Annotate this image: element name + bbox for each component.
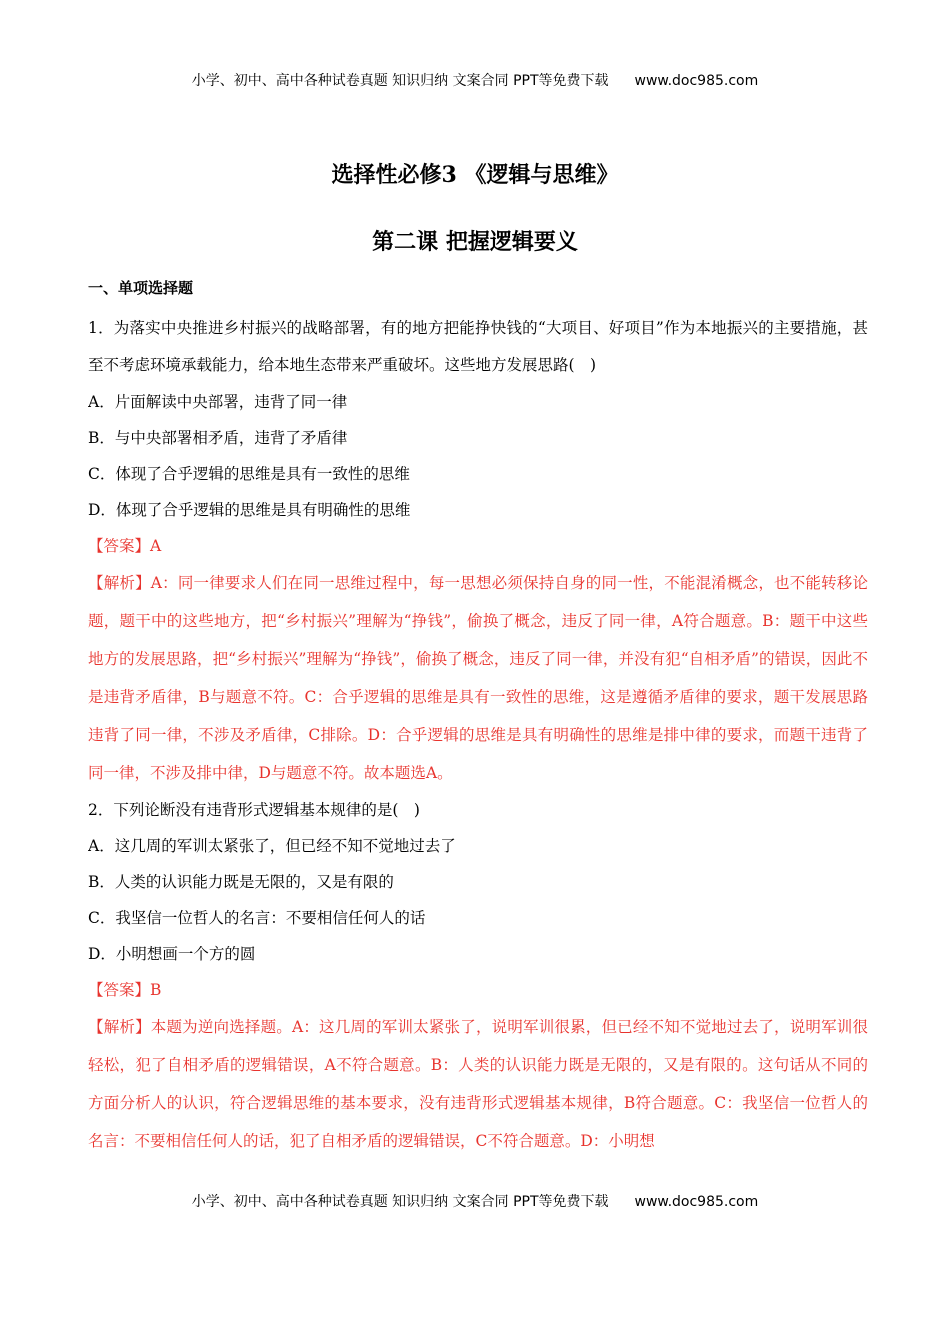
- answer-line: [88, 972, 868, 1008]
- option-a: A．片面解读中央部署，违背了同一律: [88, 393, 348, 411]
- header-site-link[interactable]: www.doc985.com: [634, 73, 759, 89]
- option-b: B．人类的认识能力既是无限的，又是有限的: [88, 873, 394, 891]
- answer-tag: 【答案】: [88, 981, 151, 999]
- analysis-tag: 【解析】: [88, 574, 151, 592]
- option-b: B．与中央部署相矛盾，违背了矛盾律: [88, 429, 348, 447]
- answer-value: A: [150, 537, 162, 555]
- document-body: [88, 276, 868, 1160]
- footer-text: 小学、初中、高中各种试卷真题 知识归纳 文案合同 PPT等免费下载: [191, 1194, 609, 1210]
- analysis-text: 本题为逆向选择题。A：这几周的军训太紧张了，说明军训很累，但已经不知不觉地过去了，说明军训很轻松，犯了自相矛盾的逻辑错误，A不符合题意。B：人类的认识能力既是无限的，又是有限的。这句话从不同的方面分析人的认识，符合逻辑思维的基本要求，没有违背形式逻辑基本规律，B符合题意。C：我坚信一位哲人的名言：不要相信任何人的话，犯了自相矛盾的逻辑错误，C不符合题意。D：小明想: [88, 1018, 868, 1150]
- page-footer: [0, 1191, 950, 1211]
- section-heading: 一、单项选择题: [88, 279, 194, 297]
- analysis: [88, 564, 868, 792]
- analysis-text: A：同一律要求人们在同一思维过程中，每一思想必须保持自身的同一性，不能混淆概念，也不能转移论题，题干中的这些地方，把“乡村振兴”理解为“挣钱”，偷换了概念，违反了同一律，A符合题意。B：题干中这些地方的发展思路，把“乡村振兴”理解为“挣钱”，偷换了概念，违反了同一律，并没有犯“自相矛盾”的错误，因此不是违背矛盾律，B与题意不符。C：合乎逻辑的思维是具有一致性的思维，这是遵循矛盾律的要求，题干发展思路违背了同一律，不涉及矛盾律，C排除。D：合乎逻辑的思维是具有明确性的思维是排中律的要求，而题干违背了同一律，不涉及排中律，D与题意不符。故本题选A。: [88, 574, 868, 782]
- option-d: D．小明想画一个方的圆: [88, 945, 256, 963]
- answer-value: B: [150, 981, 162, 999]
- question-stem: 1．为落实中央推进乡村振兴的战略部署，有的地方把能挣快钱的“大项目、好项目”作为本地振兴的主要措施，甚至不考虑环境承载能力，给本地生态带来严重破坏。这些地方发展思路( ): [88, 319, 868, 374]
- option-c: C．体现了合乎逻辑的思维是具有一致性的思维: [88, 465, 410, 483]
- question-1: [88, 310, 868, 792]
- option-a: A．这几周的军训太紧张了，但已经不知不觉地过去了: [88, 837, 456, 855]
- question-2: [88, 792, 868, 1160]
- option-d: D．体现了合乎逻辑的思维是具有明确性的思维: [88, 501, 411, 519]
- question-stem: 2．下列论断没有违背形式逻辑基本规律的是( ): [88, 801, 420, 819]
- document-title: 选择性必修3 《逻辑与思维》: [331, 162, 619, 188]
- page-header: [0, 70, 950, 90]
- lesson-title: 第二课 把握逻辑要义: [372, 229, 578, 255]
- analysis: [88, 1008, 868, 1160]
- header-text: 小学、初中、高中各种试卷真题 知识归纳 文案合同 PPT等免费下载: [191, 73, 609, 89]
- analysis-tag: 【解析】: [88, 1018, 151, 1036]
- footer-site-link[interactable]: www.doc985.com: [634, 1194, 759, 1210]
- option-c: C．我坚信一位哲人的名言：不要相信任何人的话: [88, 909, 426, 927]
- answer-line: [88, 528, 868, 564]
- answer-tag: 【答案】: [88, 537, 151, 555]
